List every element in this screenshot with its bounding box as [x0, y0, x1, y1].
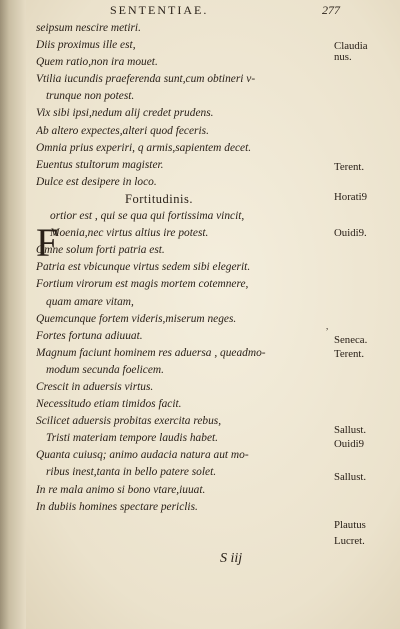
running-header	[110, 3, 340, 19]
margin-note-seneca: Seneca.	[334, 334, 368, 346]
text-line: Euentus stultorum magister.	[36, 158, 164, 171]
text-line: Fortes fortuna adiuuat.	[36, 329, 143, 342]
text-line: Fortium virorum est magis mortem cotemnere,	[36, 278, 249, 291]
margin-note-line: nus.	[334, 51, 352, 63]
margin-note-line: Claudia	[334, 40, 368, 52]
margin-note-claudianus	[334, 41, 398, 63]
text-line: Omnia prius experiri, q armis,sapientem decet.	[36, 141, 252, 154]
margin-tick-mark: ,	[326, 321, 329, 331]
signature-mark: S iij	[220, 551, 243, 566]
main-text	[36, 20, 332, 516]
section-heading: Fortitudinis.	[125, 191, 193, 206]
drop-cap: F	[36, 220, 59, 265]
margin-note-ouidi: Ouidi9	[334, 438, 364, 450]
text-line: In re mala animo si bono vtare,iuuat.	[36, 483, 206, 496]
text-line: Moenia,nec virtus altius ire potest.	[50, 227, 209, 240]
margin-note-terent: Terent.	[334, 161, 365, 173]
margin-note-sallust: Sallust.	[334, 424, 367, 436]
text-line: ortior est , qui se qua qui fortissima vincit,	[50, 210, 245, 223]
text-line: modum secunda foelicem.	[46, 363, 164, 376]
text-line: seipsum nescire metiri.	[36, 22, 141, 34]
text-line: Tristi materiam tempore laudis habet.	[46, 432, 219, 445]
text-line: Vtilia iucundis praeferenda sunt,cum obtineri v-	[36, 73, 256, 86]
running-title: SENTENTIAE.	[110, 3, 209, 17]
text-line: quam amare vitam,	[46, 295, 134, 308]
text-line: Diis proximus ille est,	[36, 39, 136, 52]
text-line: Omne solum forti patria est.	[36, 244, 165, 257]
text-line: Quem ratio,non ira mouet.	[36, 56, 158, 69]
margin-note-lucret: Lucret.	[334, 535, 365, 547]
margin-note-horati: Horati9	[334, 191, 367, 203]
text-line: Quemcunque fortem videris,miserum neges.	[36, 312, 237, 325]
text-line: ribus inest,tanta in bello patere solet.	[46, 466, 217, 479]
text-line: Scilicet aduersis probitas exercita rebus,	[36, 415, 222, 428]
text-line: In dubiis homines spectare periclis.	[36, 500, 198, 513]
text-line: Crescit in aduersis virtus.	[36, 380, 154, 393]
page-number: 277	[322, 3, 340, 17]
margin-note-sallust: Sallust.	[334, 471, 367, 483]
text-line: Magnum faciunt hominem res aduersa , queadmo-	[36, 346, 266, 359]
margin-note-ouidi: Ouidi9.	[334, 227, 367, 239]
text-line: Quanta cuiusq; animo audacia natura aut mo-	[36, 449, 249, 462]
margin-note-terent: Terent.	[334, 348, 365, 360]
text-line: Ab altero expectes,alteri quod feceris.	[36, 124, 209, 137]
margin-note-plautus: Plautus	[334, 519, 366, 531]
text-line: Dulce est desipere in loco.	[36, 175, 157, 188]
text-line: Necessitudo etiam timidos facit.	[36, 398, 182, 411]
text-line: Vix sibi ipsi,nedum alij credet prudens.	[36, 107, 214, 120]
page-gutter	[0, 0, 26, 629]
text-line: Patria est vbicunque virtus sedem sibi elegerit.	[36, 261, 251, 274]
text-line: trunque non potest.	[46, 90, 135, 103]
